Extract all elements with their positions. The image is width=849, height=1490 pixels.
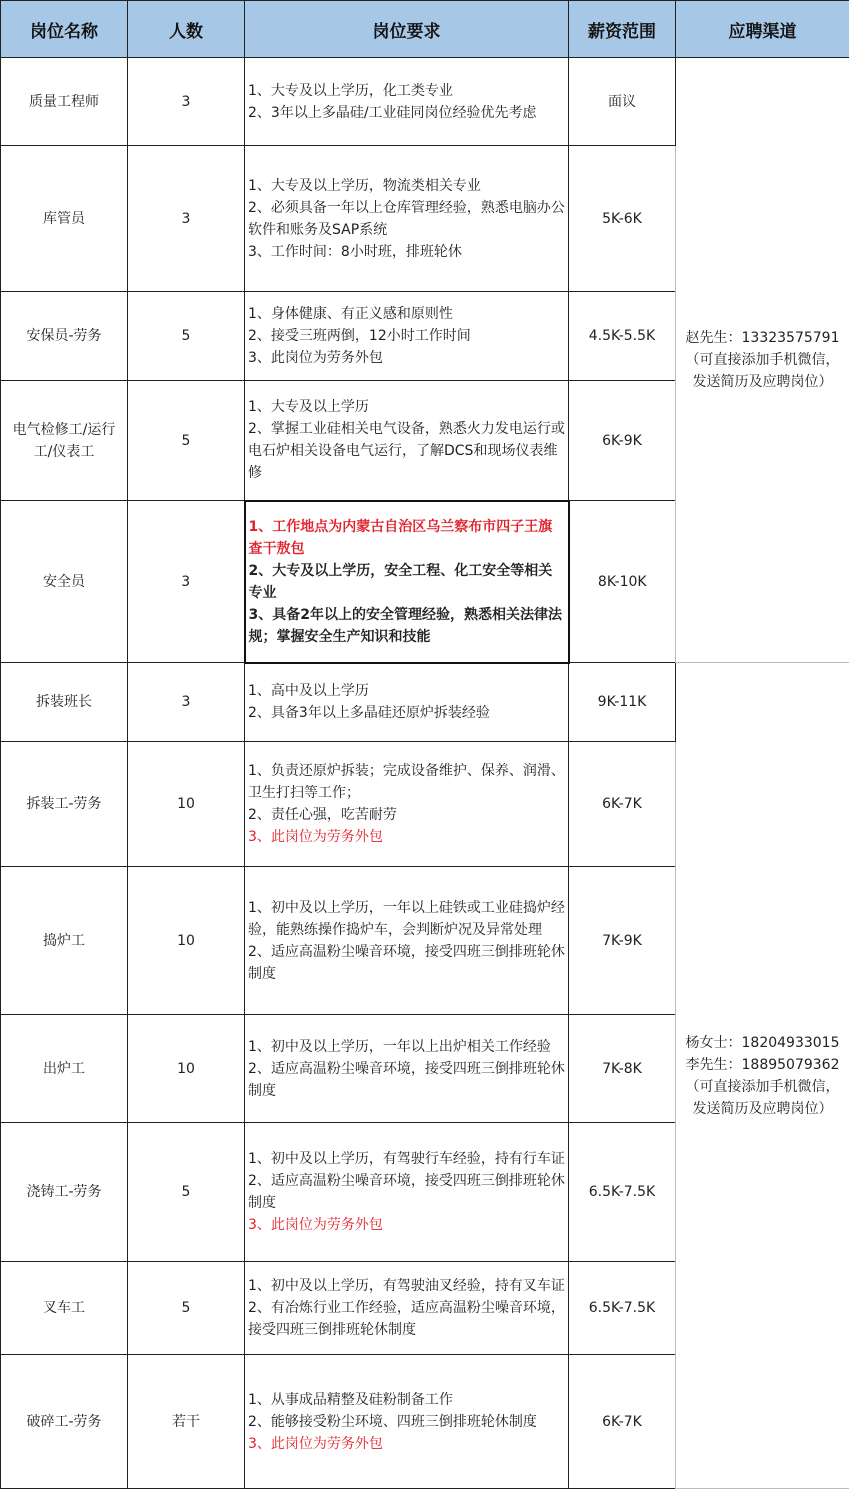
table-row (1, 663, 849, 742)
requirement-line: 1、初中及以上学历，一年以上出炉相关工作经验 (248, 1038, 551, 1055)
salary-range: 7K-9K (569, 867, 676, 1015)
headcount: 5 (128, 381, 245, 501)
requirement-line: 2、接受三班两倒，12小时工作时间 (248, 328, 471, 344)
table-row (1, 58, 849, 146)
salary-range: 7K-8K (569, 1015, 676, 1123)
requirement-line: 2、掌握工业硅相关电气设备，熟悉火力发电运行或电石炉相关设备电气运行，了解DCS和现场仪表维修 (248, 421, 565, 482)
headcount: 3 (128, 146, 245, 292)
requirement-line: 1、工作地点为内蒙古自治区乌兰察布市四子王旗查干敖包 (248, 518, 553, 557)
headcount: 5 (128, 1123, 245, 1262)
requirement-line: 2、大专及以上学历，安全工程、化工安全等相关专业 (248, 562, 553, 601)
job-requirements (245, 58, 569, 146)
job-requirements (245, 663, 569, 742)
requirement-line: 2、适应高温粉尘噪音环境，接受四班三倒排班轮休制度 (248, 943, 565, 982)
salary-range: 6K-7K (569, 742, 676, 867)
job-requirements (245, 146, 569, 292)
requirement-line: 3、工作时间：8小时班，排班轮休 (248, 243, 462, 260)
requirement-line: 1、初中及以上学历，有驾驶油叉经验，持有叉车证 (248, 1278, 565, 1294)
header-channel: 应聘渠道 (676, 1, 849, 58)
headcount: 5 (128, 1262, 245, 1355)
contact-line: 杨女士：18204933015 (685, 1034, 840, 1051)
salary-range: 4.5K-5.5K (569, 292, 676, 381)
contact-channel (676, 58, 849, 663)
requirement-line: 1、大专及以上学历，物流类相关专业 (248, 177, 481, 194)
requirement-line: 3、此岗位为劳务外包 (248, 350, 383, 366)
salary-range: 8K-10K (569, 501, 676, 663)
requirement-line: 2、适应高温粉尘噪音环境，接受四班三倒排班轮休制度 (248, 1060, 565, 1099)
job-title: 拆装工-劳务 (1, 742, 128, 867)
salary-range: 5K-6K (569, 146, 676, 292)
requirement-line: 2、必须具备一年以上仓库管理经验，熟悉电脑办公软件和账务及SAP系统 (248, 199, 565, 238)
job-requirements (245, 381, 569, 501)
job-title: 出炉工 (1, 1015, 128, 1123)
job-title: 捣炉工 (1, 867, 128, 1015)
contact-channel (676, 663, 849, 1489)
headcount: 10 (128, 1015, 245, 1123)
requirement-line: 1、负责还原炉拆装；完成设备维护、保养、润滑、卫生打扫等工作； (248, 763, 565, 801)
headcount: 5 (128, 292, 245, 381)
requirement-line: 2、有冶炼行业工作经验，适应高温粉尘噪音环境，接受四班三倒排班轮休制度 (248, 1300, 565, 1338)
job-requirements (245, 292, 569, 381)
job-requirements (245, 501, 569, 663)
requirement-line: 1、初中及以上学历，有驾驶行车经验，持有行车证 (248, 1151, 565, 1167)
requirement-line: 2、具备3年以上多晶硅还原炉拆装经验 (248, 705, 490, 722)
requirement-line: 2、3年以上多晶硅/工业硅同岗位经验优先考虑 (248, 104, 537, 121)
requirement-line: 1、大专及以上学历，化工类专业 (248, 82, 453, 99)
requirement-line: 2、责任心强，吃苦耐劳 (248, 807, 397, 823)
header-salary: 薪资范围 (569, 1, 676, 58)
salary-range: 6.5K-7.5K (569, 1123, 676, 1262)
contact-line: 赵先生：13323575791 (685, 330, 840, 346)
requirement-line: 2、适应高温粉尘噪音环境，接受四班三倒排班轮休制度 (248, 1173, 565, 1211)
job-title: 拆装班长 (1, 663, 128, 742)
job-title: 安全员 (1, 501, 128, 663)
job-title: 电气检修工/运行工/仪表工 (1, 381, 128, 501)
salary-range: 6K-9K (569, 381, 676, 501)
job-requirements (245, 1015, 569, 1123)
header-row (1, 1, 849, 58)
header-title: 岗位名称 (1, 1, 128, 58)
job-title: 库管员 (1, 146, 128, 292)
requirement-line: 3、此岗位为劳务外包 (248, 1217, 383, 1233)
requirement-line: 3、具备2年以上的安全管理经验，熟悉相关法律法规；掌握安全生产知识和技能 (248, 606, 562, 645)
contact-line: 发送简历及应聘岗位） (692, 374, 833, 390)
contact-line: 李先生：18895079362 (685, 1056, 840, 1073)
salary-range: 面议 (569, 58, 676, 146)
contact-line: （可直接添加手机微信， (685, 1078, 840, 1095)
headcount: 3 (128, 501, 245, 663)
requirement-line: 1、大专及以上学历 (248, 399, 369, 416)
job-requirements (245, 1355, 569, 1489)
job-title: 破碎工-劳务 (1, 1355, 128, 1489)
headcount: 10 (128, 867, 245, 1015)
requirement-line: 1、身体健康、有正义感和原则性 (248, 306, 453, 322)
requirement-line: 1、从事成品精整及硅粉制备工作 (248, 1391, 453, 1408)
job-requirements (245, 1262, 569, 1355)
requirement-line: 3、此岗位为劳务外包 (248, 1435, 383, 1452)
requirement-line: 2、能够接受粉尘环境、四班三倒排班轮休制度 (248, 1413, 537, 1430)
job-title: 叉车工 (1, 1262, 128, 1355)
table-body (1, 58, 849, 1489)
headcount: 10 (128, 742, 245, 867)
contact-line: 发送简历及应聘岗位） (692, 1100, 833, 1117)
headcount: 3 (128, 663, 245, 742)
header-count: 人数 (128, 1, 245, 58)
headcount: 3 (128, 58, 245, 146)
requirement-line: 1、高中及以上学历 (248, 683, 369, 700)
salary-range: 9K-11K (569, 663, 676, 742)
job-requirements (245, 867, 569, 1015)
header-requirements: 岗位要求 (245, 1, 569, 58)
requirement-line: 1、初中及以上学历，一年以上硅铁或工业硅捣炉经验，能熟练操作捣炉车，会判断炉况及异常处理 (248, 899, 565, 938)
salary-range: 6K-7K (569, 1355, 676, 1489)
requirement-line: 3、此岗位为劳务外包 (248, 829, 383, 845)
contact-line: （可直接添加手机微信， (685, 352, 840, 368)
job-requirements (245, 1123, 569, 1262)
job-title: 浇铸工-劳务 (1, 1123, 128, 1262)
salary-range: 6.5K-7.5K (569, 1262, 676, 1355)
job-title: 质量工程师 (1, 58, 128, 146)
job-title: 安保员-劳务 (1, 292, 128, 381)
headcount: 若干 (128, 1355, 245, 1489)
job-requirements (245, 742, 569, 867)
